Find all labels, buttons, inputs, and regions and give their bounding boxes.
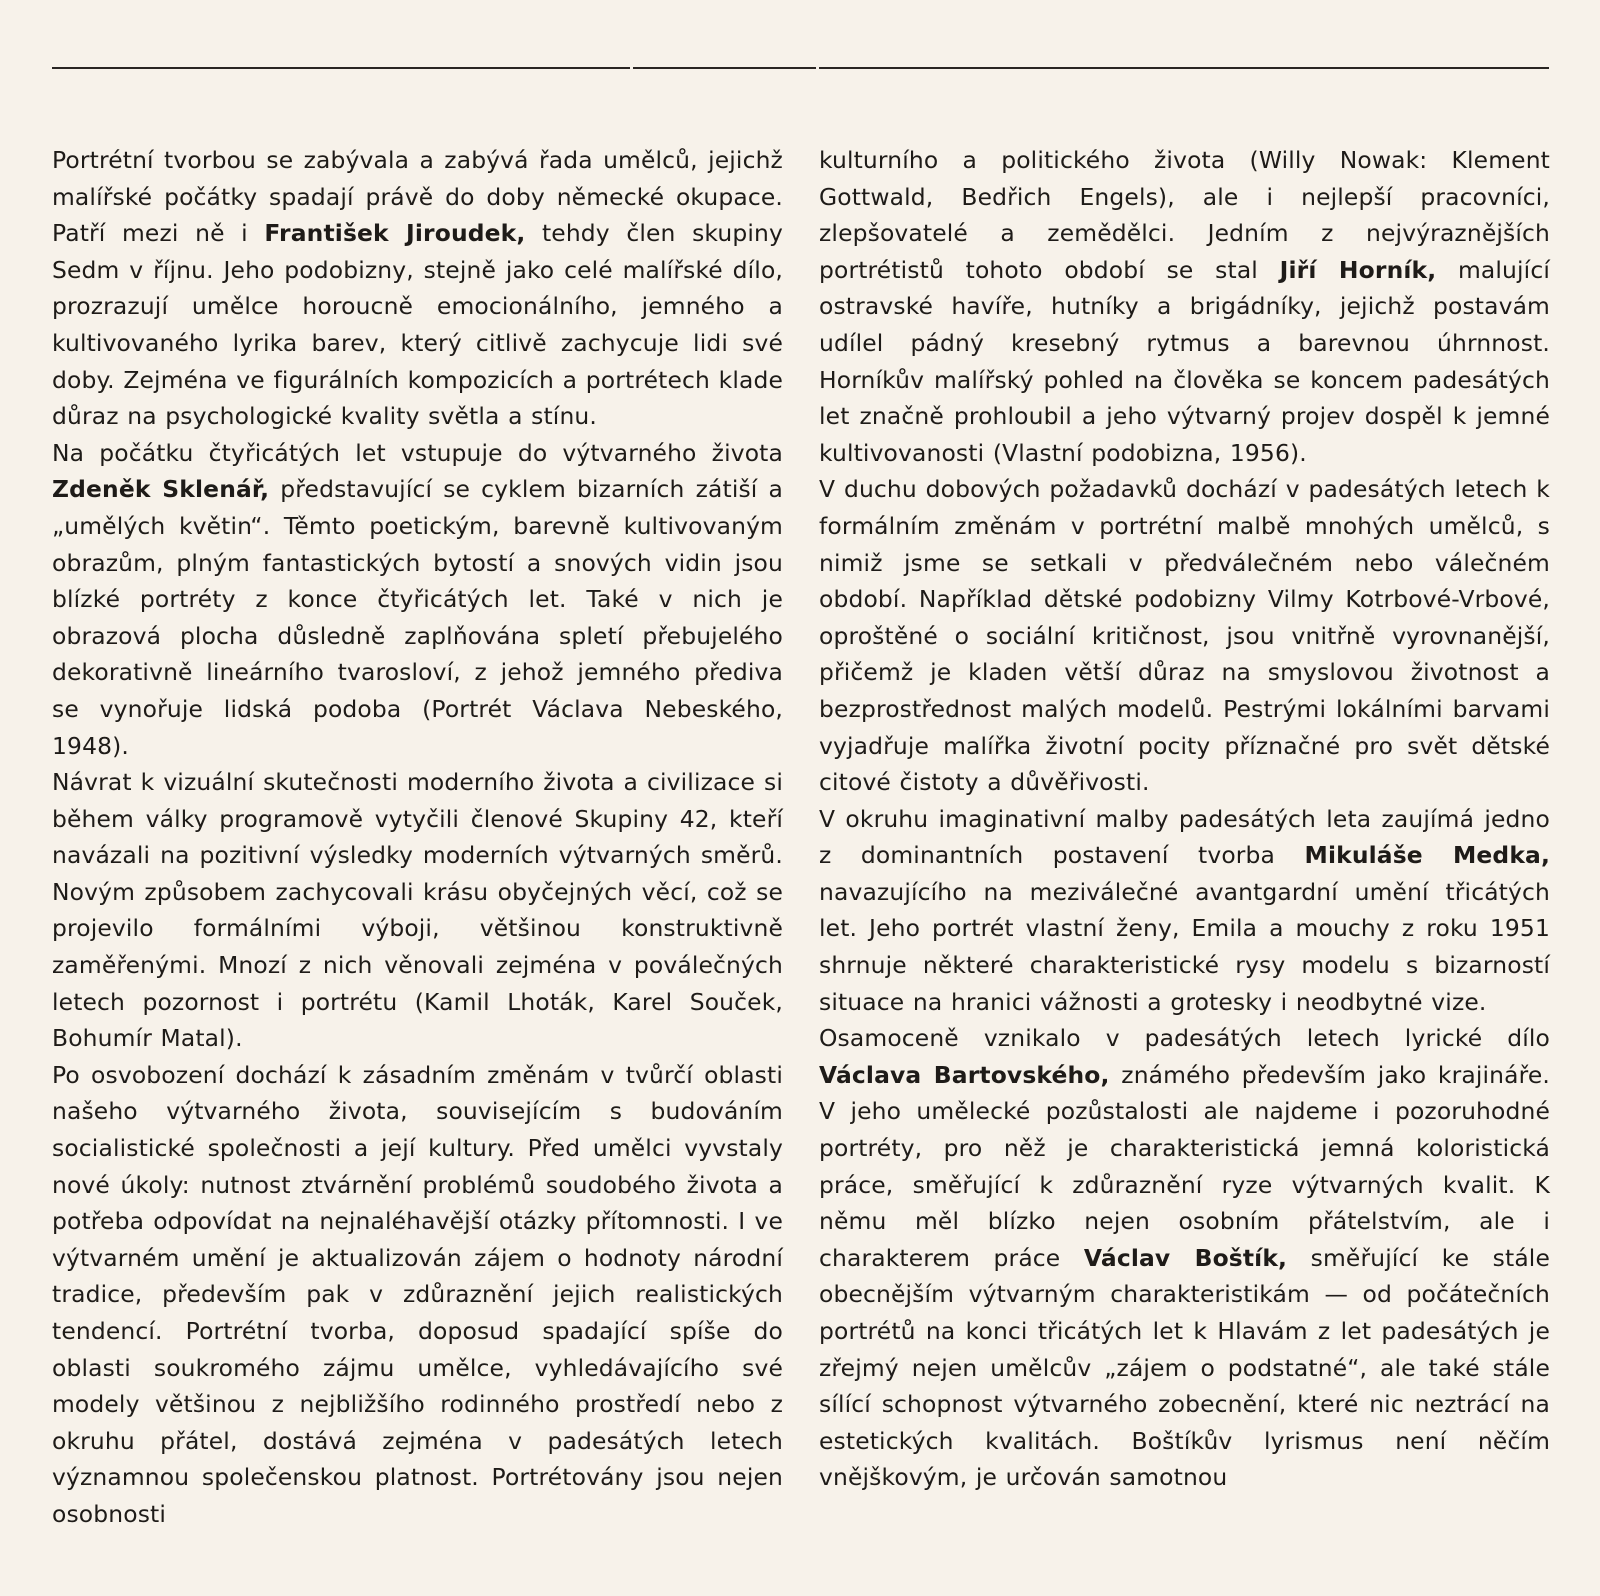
top-rule-left [52, 67, 630, 69]
text-column-left [52, 142, 783, 1533]
text-run: známého především jako krajináře. V jeho umělecké pozůstalosti ale najdeme i pozoruhodné portréty, pro něž je charakteristická jemná koloristická práce, směřující k zdůraznění ryze výtvarných kvalit. K němu měl blízko nejen osobním přátelstvím, ale i charakterem práce [819, 1060, 1551, 1272]
paragraph [52, 764, 783, 1057]
paragraph [819, 471, 1550, 800]
text-run: V duchu dobových požadavků dochází v padesátých letech k formálním změnám v portrétní malbě mnohých umělců, s nimiž jsme se setkali v předválečném nebo válečném období. Například dětské podobizny Vilmy Kotrbové-Vrbové, oproštěné o sociální kritičnost, jsou vnitřně vyrovnanější, přičemž je kladen větší důraz na smyslovou životnost a bezprostřednost malých modelů. Pestrými lokálními barvami vyjadřuje malířka životní pocity příznačné pro svět dětské citové čistoty a důvěřivosti. [819, 475, 1550, 797]
paragraph [52, 1057, 783, 1533]
top-rule-right [819, 67, 1549, 69]
paragraph [52, 142, 783, 435]
text-run: kulturního a politického života (Willy Nowak: Klement Gottwald, Bedřich Engels), ale i nejlepší pracovníci, zlepšovatelé a zemědělci. Jedním z nejvýraznějších portrétistů tohoto období se stal [819, 146, 1550, 284]
text-run: Po osvobození dochází k zásadním změnám v tvůrčí oblasti našeho výtvarného života, souvisejícím s budováním socialistické společnosti a její kultury. Před umělci vyvstaly nové úkoly: nutnost ztvárnění problémů soudobého života a potřeba odpovídat na nejnaléhavější otázky přítomnosti. I ve výtvarném umění je aktualizován zájem o hodnoty národní tradice, především pak v zdůraznění jejich realistických tendencí. Portrétní tvorba, doposud spadající spíše do oblasti soukromého zájmu umělce, vyhledávajícího své modely většinou z nejbližšího rodinného prostředí nebo z okruhu přátel, dostává zejména v padesátých letech významnou společenskou platnost. Portrétovány jsou nejen osobnosti [52, 1060, 783, 1528]
text-run: představující se cyklem bizarních zátiší a „umělých květin“. Těmto poetickým, barevně kultivovaným obrazům, plným fantastických bytostí a snových vidin jsou blízké portréty z konce čtyřicátých let. Také v nich je obrazová plocha důsledně zaplňována spletí přebujelého dekorativně lineárního tvarosloví, z jehož jemného přediva se vynořuje lidská podoba (Portrét Václava Nebeského, 1948). [52, 475, 783, 760]
paragraph [819, 1020, 1550, 1496]
text-run: navazujícího na meziválečné avantgardní umění třicátých let. Jeho portrét vlastní ženy, Emila a mouchy z roku 1951 shrnuje některé charakteristické rysy modelu s bizarností situace na hranici vážnosti a grotesky i neodbytné vize. [819, 877, 1550, 1016]
text-run: V okruhu imaginativní malby padesátých leta zaujímá jedno z dominantních postavení tvorba [819, 804, 1550, 870]
paragraph [819, 801, 1550, 1021]
artist-name: Zdeněk Sklenář, [52, 475, 270, 504]
paragraph [52, 435, 783, 764]
top-rule-middle [633, 67, 816, 69]
artist-name: Mikuláše Medka, [1304, 841, 1550, 870]
artist-name: Václava Bartovského, [819, 1060, 1110, 1089]
text-run: tehdy člen skupiny Sedm v říjnu. Jeho podobizny, stejně jako celé malířské dílo, prozrazují umělce horoucně emocionálního, jemného a kultivovaného lyrika barev, který citlivě zachycuje lidi své doby. Zejména ve figurálních kompozicích a portrétech klade důraz na psychologické kvality světla a stínu. [52, 219, 783, 431]
text-run: Návrat k vizuální skutečnosti moderního života a civilizace si během války programově vytyčili členové Skupiny 42, kteří navázali na pozitivní výsledky moderních výtvarných směrů. Novým způsobem zachycovali krásu obyčejných věcí, což se projevilo formálními výboji, většinou konstruktivně zaměřenými. Mnozí z nich věnovali zejména v poválečných letech pozornost i portrétu (Kamil Lhoták, Karel Souček, Bohumír Matal). [52, 768, 783, 1053]
paragraph [819, 142, 1550, 471]
text-run: malující ostravské havíře, hutníky a brigádníky, jejichž postavám udílel pádný kresebný rytmus a barevnou úhrnnost. Horníkův malířský pohled na člověka se koncem padesátých let značně prohloubil a jeho výtvarný projev dospěl k jemné kultivovanosti (Vlastní podobizna, 1956). [819, 255, 1550, 467]
text-run: směřující ke stále obecnějším výtvarným charakteristikám — od počátečních portrétů na konci třicátých let k Hlavám z let padesátých je zřejmý nejen umělcův „zájem o podstatné“, ale také stále sílící schopnost výtvarného zobecnění, které nic neztrácí na estetických kvalitách. Boštíkův lyrismus není něčím vnějškovým, je určován samotnou [819, 1243, 1550, 1492]
text-column-right [819, 142, 1550, 1496]
text-run: Osamoceně vznikalo v padesátých letech lyrické dílo [819, 1024, 1550, 1053]
artist-name: František Jiroudek, [264, 219, 526, 248]
text-run: Na počátku čtyřicátých let vstupuje do výtvarného života [52, 438, 783, 467]
artist-name: Jiří Horník, [1279, 255, 1437, 284]
artist-name: Václav Boštík, [1083, 1243, 1288, 1272]
text-run: Portrétní tvorbou se zabývala a zabývá řada umělců, jejichž malířské počátky spadají právě do doby německé okupace. Patří mezi ně i [52, 146, 783, 248]
